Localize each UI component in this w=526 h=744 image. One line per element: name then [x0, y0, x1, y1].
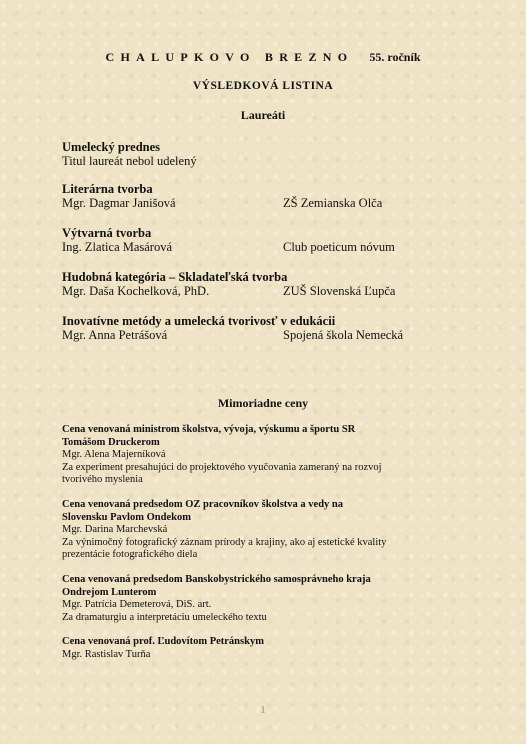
prize-recipient: Mgr. Darina Marchevská	[62, 524, 168, 535]
laureates-heading: Laureáti	[240, 108, 286, 122]
special-prizes-heading: Mimoriadne ceny	[217, 396, 309, 410]
prize-title-line: Cena venovaná predsedom Banskobystrického samosprávneho kraja	[62, 574, 371, 585]
laureate-name: Mgr. Daša Kochelková, PhD.	[62, 284, 210, 298]
laureate-category	[62, 140, 482, 168]
laureate-name: Mgr. Dagmar Janišová	[62, 196, 176, 210]
prize-reason-line: Za experiment presahujúci do projektového vyučovania zameraný na rozvoj	[62, 461, 382, 473]
prize-recipient: Mgr. Patrícia Demeterová, DiS. art.	[62, 599, 212, 610]
prize-title-line: Cena venovaná predsedom OZ pracovníkov školstva a vedy na	[62, 499, 344, 510]
prize-reason-line: tvorivého myslenia	[62, 474, 143, 485]
laureate-school: Spojená škola Nemecká	[283, 328, 404, 342]
laureate-school: ZUŠ Slovenská Ľupča	[283, 284, 396, 298]
prize-title-line: Tomášom Druckerom	[62, 436, 160, 448]
prize-recipient: Mgr. Rastislav Turňa	[62, 648, 151, 660]
prize-reason-line: prezentácie fotografického diela	[62, 549, 198, 560]
category-title: Inovatívne metódy a umelecká tvorivosť v edukácii	[62, 314, 336, 328]
laureate-category	[62, 270, 482, 298]
laureate-school: ZŠ Zemianska Olča	[283, 196, 383, 210]
laureate-category	[62, 226, 482, 254]
prize-title-line: Slovensku Pavlom Ondekom	[62, 511, 191, 523]
page-number: 1	[260, 704, 266, 716]
festival-name: CHALUPKOVO BREZNO	[105, 50, 354, 64]
category-title: Literárna tvorba	[62, 182, 153, 196]
laureate-name: Titul laureát nebol udelený	[62, 154, 197, 168]
prize-title-line: Cena venovaná ministrom školstva, vývoja, výskumu a športu SR	[62, 424, 356, 435]
laureate-school: Club poeticum nóvum	[283, 240, 395, 254]
laureate-category	[62, 314, 482, 342]
category-title: Umelecký prednes	[62, 140, 161, 154]
special-prize	[62, 636, 472, 661]
festival-header	[0, 50, 526, 65]
laureate-category	[62, 182, 482, 210]
edition-label: 55. ročník	[369, 50, 421, 64]
prize-title-line: Ondrejom Lunterom	[62, 586, 157, 598]
prize-title-line: Cena venovaná prof. Ľudovítom Petránskym	[62, 636, 264, 647]
special-prize	[62, 574, 472, 624]
prize-reason-line: Za výnimočný fotografický záznam prírody a krajiny, ako aj estetické kvality	[62, 536, 387, 548]
laureate-name: Ing. Zlatica Masárová	[62, 240, 173, 254]
category-title: Hudobná kategória – Skladateľská tvorba	[62, 270, 288, 284]
prize-reason-line: Za dramaturgiu a interpretáciu umeleckého textu	[62, 611, 267, 623]
special-prize	[62, 499, 472, 562]
special-prize	[62, 424, 472, 487]
category-title: Výtvarná tvorba	[62, 226, 152, 240]
laureate-name: Mgr. Anna Petrášová	[62, 328, 168, 342]
document-title: VÝSLEDKOVÁ LISTINA	[192, 80, 334, 92]
prize-recipient: Mgr. Alena Majerníková	[62, 449, 166, 460]
